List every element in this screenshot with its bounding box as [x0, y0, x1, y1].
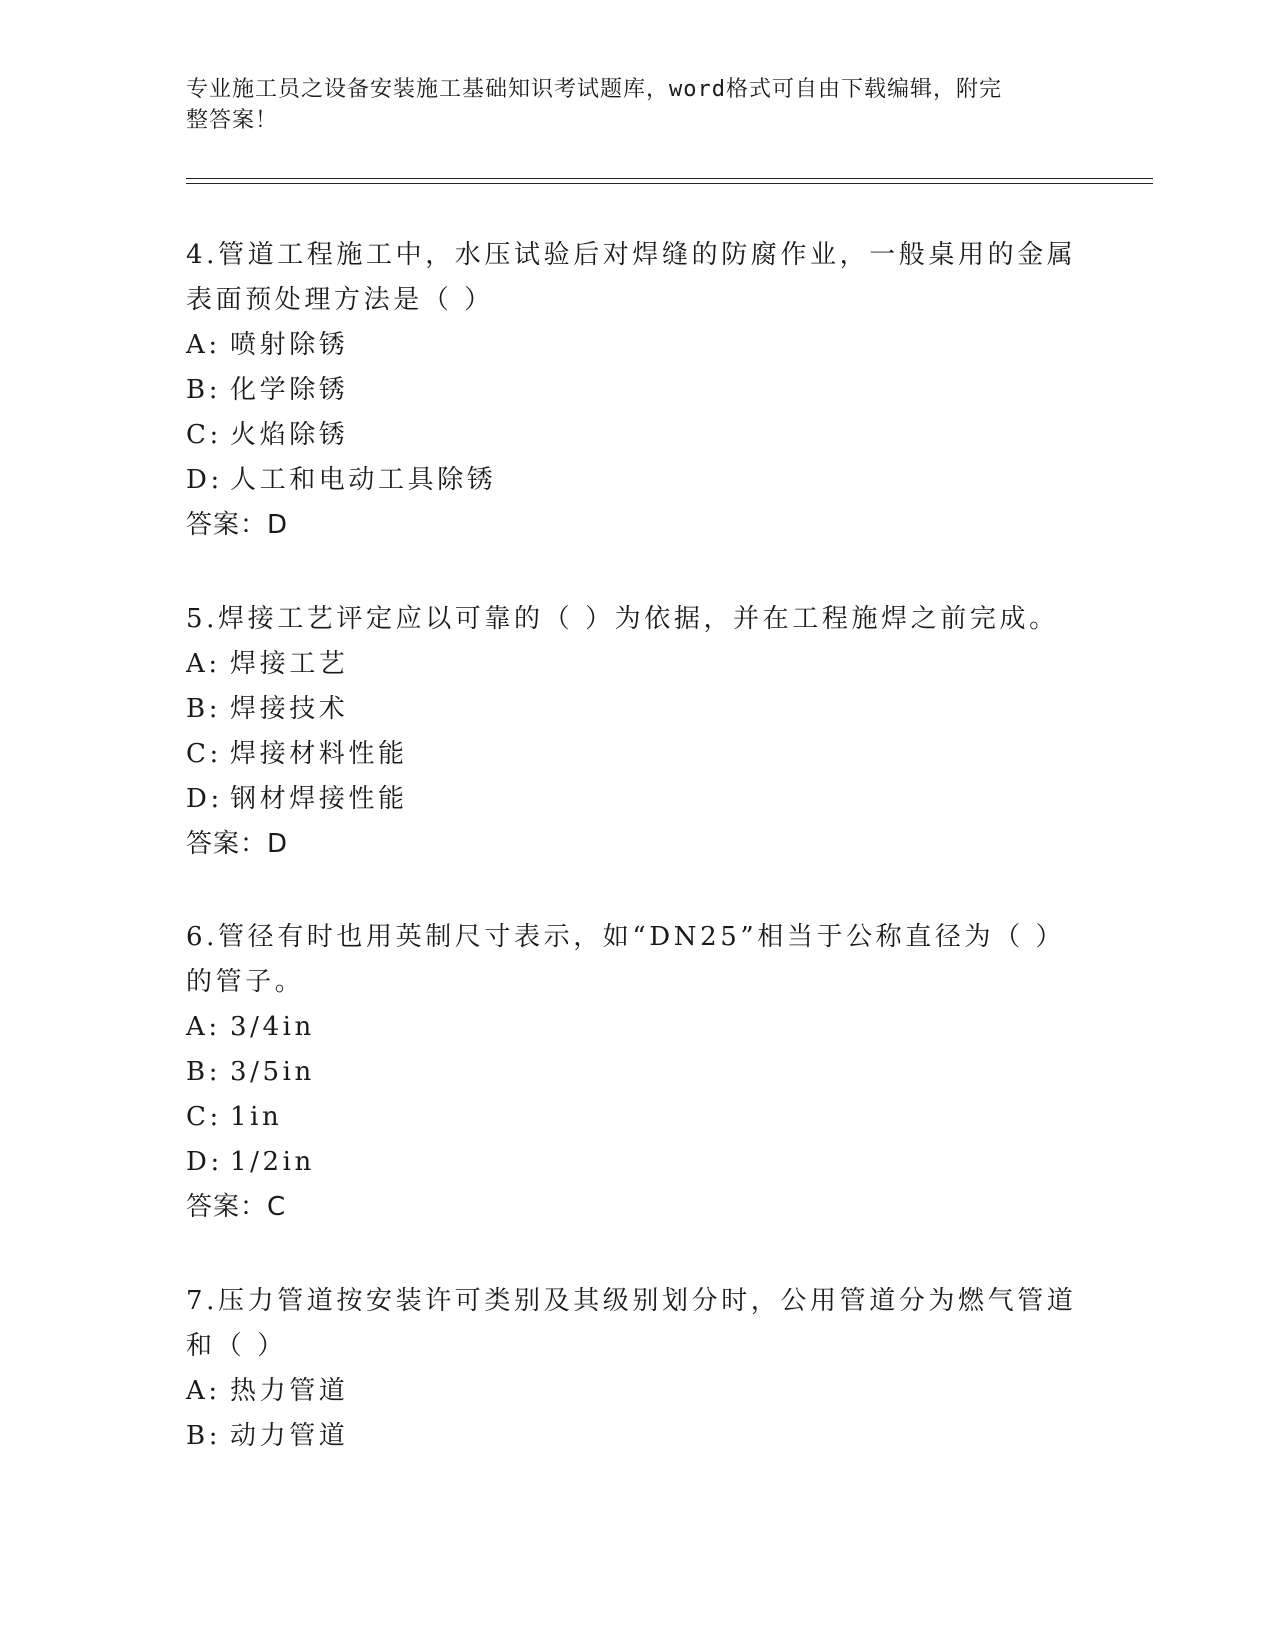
option-letter: D:: [186, 1147, 223, 1177]
option-b: [186, 368, 1086, 413]
option-text: 1/2in: [230, 1147, 315, 1177]
option-text: 钢材焊接性能: [230, 784, 408, 814]
option-letter: B:: [186, 1057, 222, 1087]
answer-line: 答案：D: [186, 829, 289, 859]
option-a: [186, 323, 1086, 368]
question-4: [186, 233, 1086, 548]
option-text: 1in: [230, 1102, 283, 1132]
option-b: [186, 1414, 1086, 1459]
option-a: [186, 1005, 1086, 1050]
option-text: 喷射除锈: [230, 330, 349, 360]
option-a: [186, 1369, 1086, 1414]
option-c: [186, 1095, 1086, 1140]
option-text: 焊接技术: [230, 694, 349, 724]
question-text: 4.管道工程施工中，水压试验后对焊缝的防腐作业，一般桌用的金属表面预处理方法是（ ）: [186, 240, 1077, 315]
header-line-2: 整答案！: [186, 108, 279, 133]
option-text: 3/4in: [230, 1012, 315, 1042]
option-letter: A:: [186, 330, 221, 360]
option-c: [186, 413, 1086, 458]
option-text: 火焰除锈: [230, 420, 349, 450]
option-d: [186, 777, 1086, 822]
option-letter: C:: [186, 1102, 222, 1132]
question-text: 7.压力管道按安装许可类别及其级别划分时，公用管道分为燃气管道和（ ）: [186, 1286, 1077, 1361]
document-header: [186, 74, 1066, 136]
option-text: 3/5in: [230, 1057, 315, 1087]
option-letter: B:: [186, 375, 222, 405]
option-text: 化学除锈: [230, 375, 349, 405]
option-letter: A:: [186, 649, 221, 679]
question-text: 6.管径有时也用英制尺寸表示，如“DN25”相当于公称直径为（ ）的管子。: [186, 922, 1066, 997]
option-text: 焊接材料性能: [230, 739, 408, 769]
header-line-1: 专业施工员之设备安装施工基础知识考试题库，word格式可自由下载编辑，附完: [186, 77, 1002, 102]
option-letter: A:: [186, 1376, 221, 1406]
option-d: [186, 1140, 1086, 1185]
question-5: [186, 597, 1086, 867]
header-divider-bottom: [186, 183, 1153, 184]
option-c: [186, 732, 1086, 777]
option-letter: B:: [186, 694, 222, 724]
option-b: [186, 1050, 1086, 1095]
answer-line: 答案：D: [186, 510, 289, 540]
option-text: 焊接工艺: [230, 649, 349, 679]
option-text: 热力管道: [230, 1376, 349, 1406]
option-letter: A:: [186, 1012, 221, 1042]
question-text: 5.焊接工艺评定应以可靠的（ ）为依据，并在工程施焊之前完成。: [186, 604, 1059, 634]
option-letter: D:: [186, 465, 223, 495]
header-divider-top: [186, 178, 1153, 179]
option-d: [186, 458, 1086, 503]
option-text: 动力管道: [230, 1421, 349, 1451]
answer-line: 答案：C: [186, 1192, 287, 1222]
option-b: [186, 687, 1086, 732]
option-a: [186, 642, 1086, 687]
option-letter: D:: [186, 784, 223, 814]
question-6: [186, 915, 1086, 1230]
option-text: 人工和电动工具除锈: [230, 465, 497, 495]
option-letter: C:: [186, 739, 222, 769]
question-7: [186, 1279, 1086, 1459]
option-letter: C:: [186, 420, 222, 450]
option-letter: B:: [186, 1421, 222, 1451]
